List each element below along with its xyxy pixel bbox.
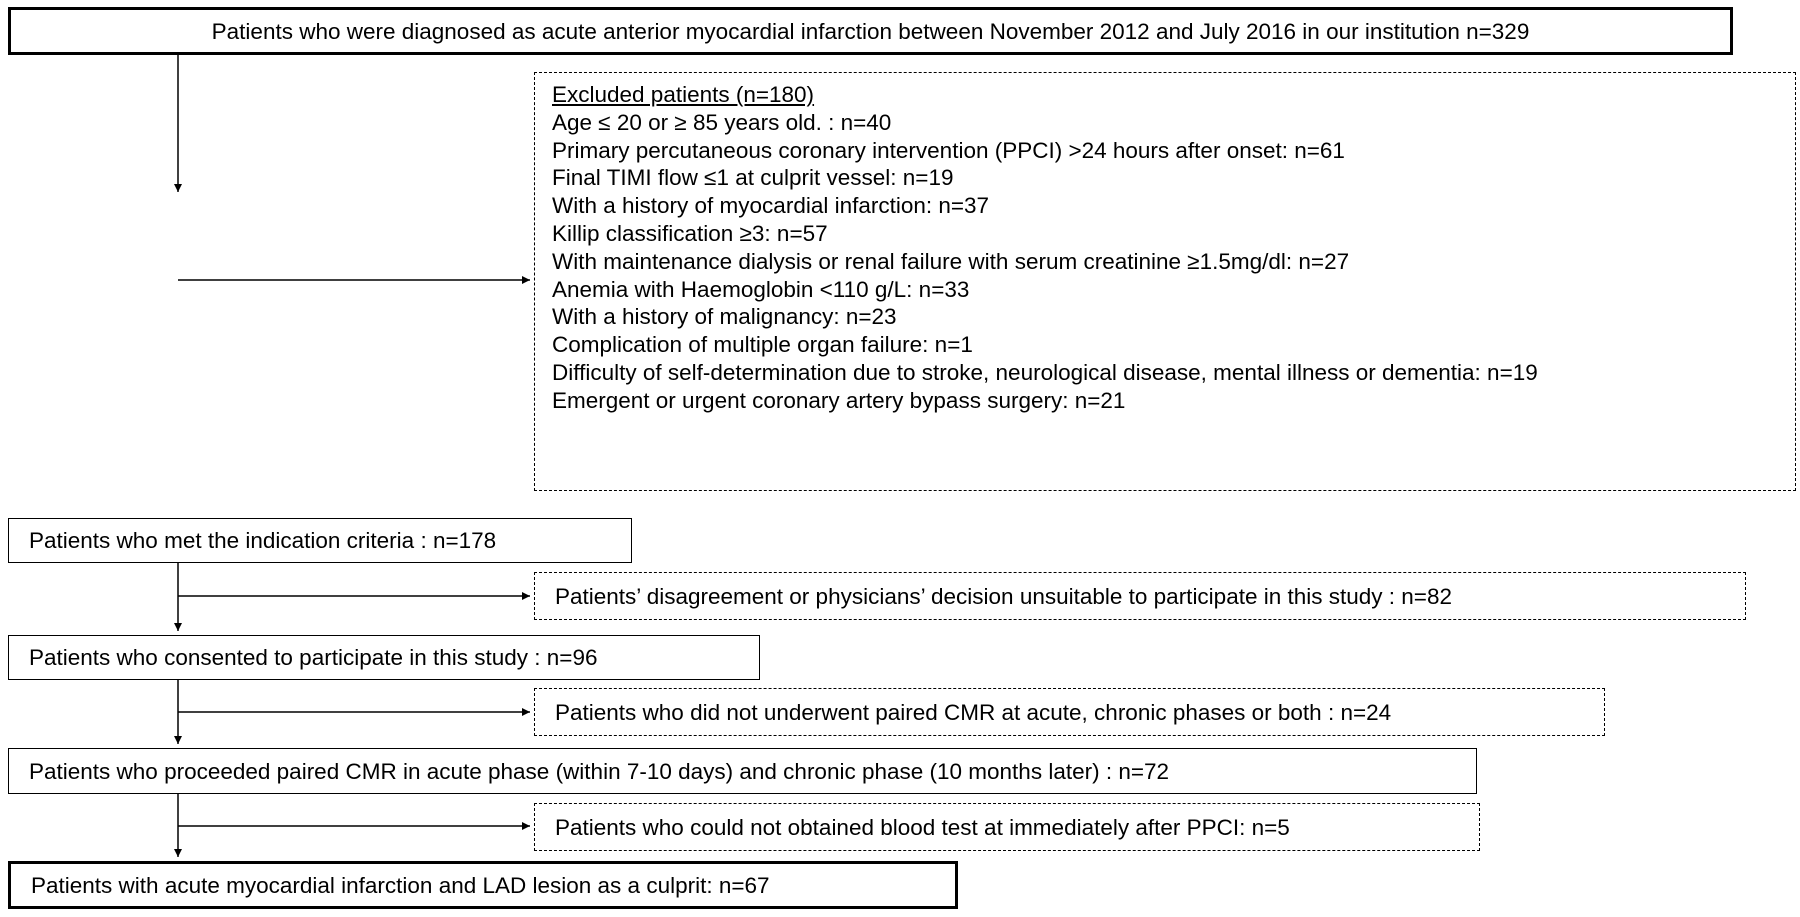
no-paired-cmr-box	[534, 688, 1605, 736]
no-paired-cmr-text: Patients who did not underwent paired CMR at acute, chronic phases or both : n=24	[555, 699, 1392, 725]
final-box	[8, 861, 958, 909]
paired-cmr-text: Patients who proceeded paired CMR in acute phase (within 7-10 days) and chronic phase (10 months later) : n=72	[29, 758, 1170, 784]
disagreement-text: Patients’ disagreement or physicians’ decision unsuitable to participate in this study : n=82	[555, 583, 1452, 609]
no-blood-test-text: Patients who could not obtained blood test at immediately after PPCI: n=5	[555, 814, 1290, 840]
final-text: Patients with acute myocardial infarction and LAD lesion as a culprit: n=67	[31, 872, 770, 898]
consented-box	[8, 635, 760, 680]
excluded-reason: With maintenance dialysis or renal failure with serum creatinine ≥1.5mg/dl: n=27	[552, 248, 1350, 274]
excluded-reason: Complication of multiple organ failure: n=1	[552, 332, 973, 358]
excluded-reason: Killip classification ≥3: n=57	[552, 220, 828, 246]
paired-cmr-box	[8, 748, 1477, 794]
excluded-reason: Difficulty of self-determination due to stroke, neurological disease, mental illness or dementia: n=19	[552, 359, 1538, 385]
initial-text: Patients who were diagnosed as acute anterior myocardial infarction between November 2012 and July 2016 in our institution n=329	[211, 18, 1530, 44]
excluded-heading: Excluded patients (n=180)	[552, 82, 815, 107]
consented-text: Patients who consented to participate in this study : n=96	[29, 645, 598, 670]
excluded-reason: Primary percutaneous coronary intervention (PPCI) >24 hours after onset: n=61	[552, 137, 1345, 163]
excluded-reason: Emergent or urgent coronary artery bypass surgery: n=21	[552, 387, 1126, 413]
excluded-reason: Anemia with Haemoglobin <110 g/L: n=33	[552, 276, 970, 302]
excluded-reason: With a history of malignancy: n=23	[552, 304, 897, 330]
excluded-reason: Final TIMI flow ≤1 at culprit vessel: n=19	[552, 165, 954, 191]
no-blood-test-box	[534, 803, 1480, 851]
disagreement-box	[534, 572, 1746, 620]
excluded-reason: With a history of myocardial infarction: n=37	[552, 193, 990, 219]
initial-box	[8, 7, 1733, 55]
excluded-reason: Age ≤ 20 or ≥ 85 years old. : n=40	[552, 109, 892, 135]
met-criteria-text: Patients who met the indication criteria : n=178	[29, 528, 497, 553]
excluded-box	[534, 72, 1796, 491]
met-criteria-box	[8, 518, 632, 563]
